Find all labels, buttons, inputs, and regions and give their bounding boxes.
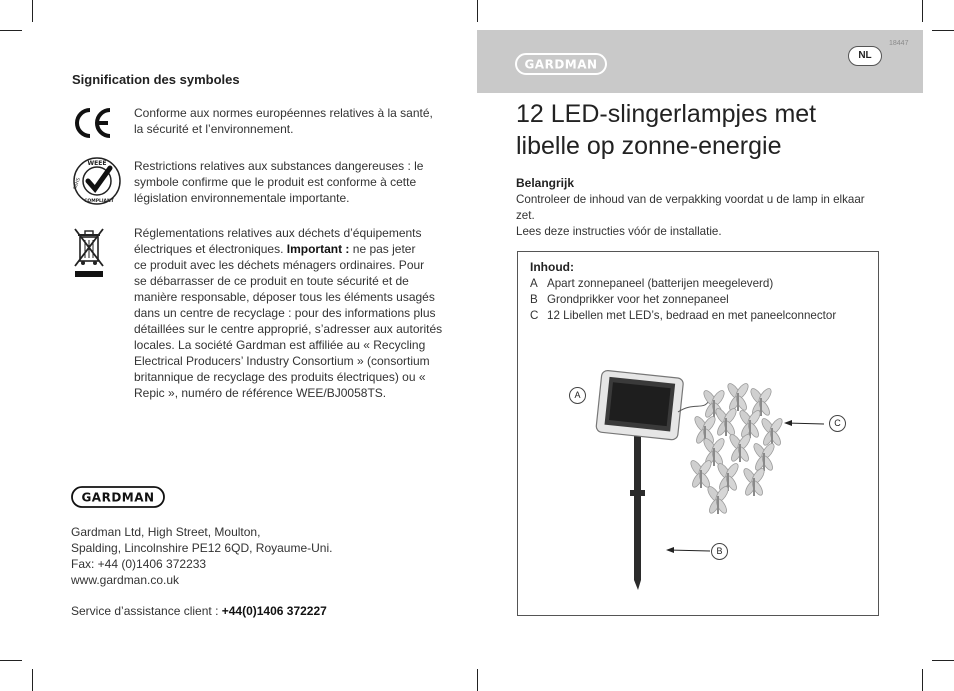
product-code: 18447 [889,40,909,47]
header-banner [477,30,923,93]
customer-service: Service d’assistance client : +44(0)1406 372227 [71,604,327,618]
crop-mark [932,30,954,31]
product-illustration [518,252,878,615]
crop-mark [32,0,33,22]
svg-text:RoHS: RoHS [73,177,82,191]
crop-mark [477,0,478,22]
crop-mark [32,669,33,691]
company-address: Gardman Ltd, High Street, Moulton, Spalding, Lincolnshire PE12 6QD, Royaume-Uni. Fax: +44 (0)1406 372233 www.gardman.co.uk [71,525,333,587]
list-item: B Grondprikker voor het zonnepaneel [530,293,729,306]
important-heading: Belangrijk [516,176,575,190]
language-badge: NL [848,46,882,66]
gardman-logo [515,53,607,80]
svg-text:WEEE: WEEE [87,160,107,167]
crop-mark [477,669,478,691]
page-title: 12 LED-slingerlampjes met libelle op zonne-energie [516,100,817,160]
crop-mark [0,30,22,31]
crop-mark [922,0,923,22]
contents-heading: Inhoud: [530,260,574,274]
callout-b: B [711,543,728,560]
crossed-bin-icon [72,226,106,285]
crop-mark [0,660,22,661]
callout-a: A [569,387,586,404]
crop-mark [932,660,954,661]
symbols-title: Signification des symboles [72,72,240,87]
crop-mark [922,669,923,691]
ce-mark-icon [72,106,114,145]
svg-text:COMPLIANT: COMPLIANT [84,199,114,204]
gardman-logo [71,486,165,513]
contents-box [517,251,879,616]
list-item: A Apart zonnepaneel (batterijen meegeleverd) [530,277,774,290]
important-text: Controleer de inhoud van de verpakking voordat u de lamp in elkaar zet. Lees deze instructies vóór de installatie. [516,193,865,238]
rohs-weee-compliance-icon [72,156,122,211]
svg-text:GARDMAN: GARDMAN [81,490,155,505]
svg-text:GARDMAN: GARDMAN [524,57,598,72]
ce-description: Conforme aux normes européennes relatives à la santé, la sécurité et l’environnement. [134,106,433,136]
rohs-description: Restrictions relatives aux substances dangereuses : le symbole confirme que le produit est conforme à cette législation environnementale importante. [134,159,424,205]
list-item: C 12 Libellen met LED’s, bedraad en met paneelconnector [530,309,837,322]
weee-description: Réglementations relatives aux déchets d’équipements électriques et électroniques. Important : ne pas jeter ce produit avec les déchets ménagers ordinaires. Pour se débarrasser de ce produit en toute sécurité et de manière responsable, déposer tous les éléments usagés dans un centre de recyclage : pour des informations plus détaillées sur le centre approprié, s’adresser aux autorités locales. La société Gardman est affiliée au « Recycling Electrical Producers’ Industry Consortium » (consortium britannique de recyclage des produits électriques) ou « Repic », numéro de référence WEE/BJ0058TS. [134,226,443,400]
callout-c: C [829,415,846,432]
